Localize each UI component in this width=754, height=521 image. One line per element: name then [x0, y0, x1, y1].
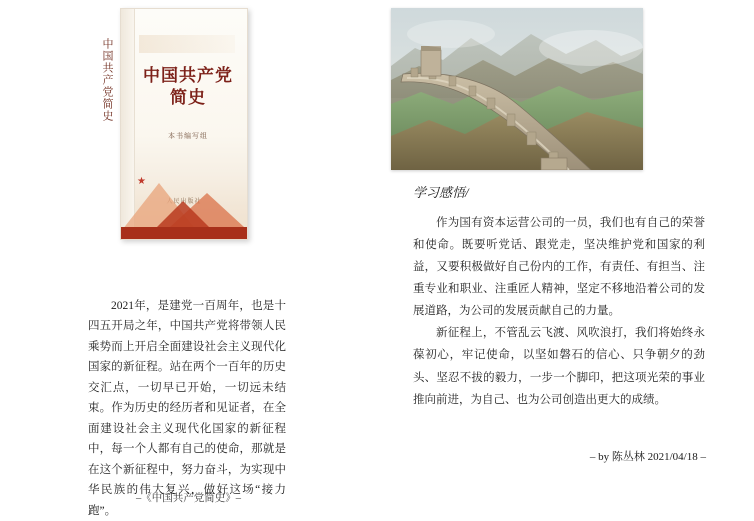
great-wall-illustration: [391, 8, 643, 170]
book-cover-image: [120, 8, 248, 240]
left-column: [0, 0, 377, 517]
author-signature: – by 陈丛林 2021/04/18 –: [589, 451, 706, 463]
book-base-band: [121, 227, 247, 239]
great-wall-photo: [391, 8, 643, 170]
book-title-line-2: 简史: [170, 87, 206, 107]
book-publisher: 人民出版社: [166, 199, 202, 205]
right-paragraph-2: 新征程上，不管乱云飞渡、风吹浪打，我们将始终永葆初心，牢记使命，以坚如磐石的信心、只争朝夕的劲头、坚忍不拔的毅力，一步一个脚印，把这项光荣的事业推向前进，为自己、也为公司创造出更大的成绩。: [413, 327, 705, 406]
book-subtitle: 本书编写组: [168, 132, 208, 140]
section-heading: 学习感悟/: [413, 185, 469, 200]
right-body-text: [413, 212, 705, 411]
book-title-line-1: 中国共产党: [143, 66, 233, 85]
right-paragraph-1: 作为国有资本运营公司的一员，我们也有自己的荣誉和使命。既要听党话、跟党走，坚决维护党和国家的利益，又要积极做好自己份内的工作，有责任、有担当、注重专业和职业、注重匠人精神，坚定不移地沿着公司的发展道路，为公司的发展贡献自己的力量。: [413, 217, 705, 318]
book-top-decoration: [139, 35, 235, 53]
book-spine-vertical-text: 中国共产党简史: [101, 38, 113, 122]
book-cover: [120, 8, 248, 240]
star-icon: ★: [137, 176, 146, 187]
left-caption: –《中国共产党简史》–: [136, 493, 241, 504]
right-column: [377, 0, 754, 510]
book-title: [135, 65, 241, 109]
left-body-text: 2021年，是建党一百周年，也是十四五开局之年，中国共产党将带领人民乘势而上开启全面建设社会主义现代化国家的新征程。站在两个一百年的历史交汇点，一切早已开始，一切远未结束。作为历史的经历者和见证者，在全面建设社会主义现代化国家的新征程中，每一个人都有自己的使命，那就是在这个新征程中，努力奋斗，为实现中华民族的伟大复兴，做好这场“接力跑”。: [88, 300, 286, 517]
